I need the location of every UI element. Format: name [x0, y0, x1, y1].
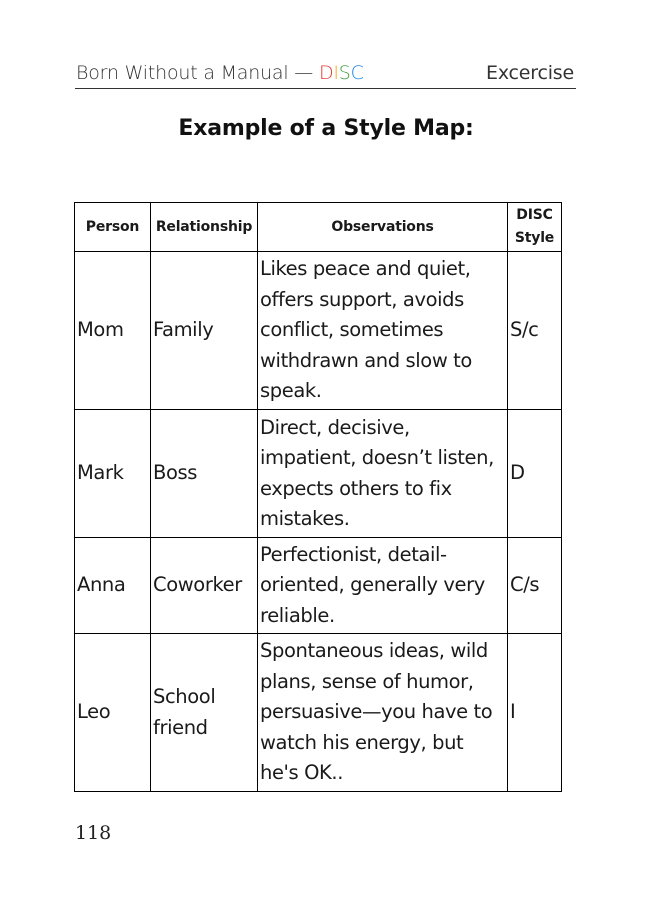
page-header — [75, 60, 576, 89]
book-title: Born Without a Manual — — [76, 62, 319, 84]
page-title: Example of a Style Map: — [178, 116, 474, 141]
observation-line: persuasive—you have to — [260, 700, 493, 724]
cell-person: Anna — [75, 538, 151, 634]
style-map-table — [74, 202, 562, 792]
relationship-line: friend — [153, 715, 208, 739]
observation-line: impatient, doesn’t listen, — [260, 446, 494, 469]
cell-disc-style: D — [508, 410, 562, 538]
table-row — [75, 252, 562, 410]
header-relationship: Relationship — [151, 203, 258, 252]
disc-letter-i: I — [333, 62, 339, 84]
cell-observations — [258, 410, 508, 538]
disc-letter-c: C — [350, 62, 364, 84]
observation-line: speak. — [260, 379, 322, 403]
cell-observations — [258, 634, 508, 792]
section-name: Excercise — [486, 62, 574, 84]
table-row — [75, 538, 562, 634]
cell-person: Leo — [75, 634, 151, 792]
table-row — [75, 410, 562, 538]
cell-relationship — [151, 634, 258, 792]
disc-letter-s: S — [338, 62, 351, 84]
observation-line: expects others to fix — [260, 476, 452, 500]
header-disc-style-line2: Style — [514, 230, 555, 246]
observation-line: withdrawn and slow to — [260, 348, 472, 372]
cell-relationship — [151, 410, 258, 538]
observation-line: oriented, generally very — [260, 573, 485, 597]
cell-disc-style: S/c — [508, 252, 562, 410]
observation-line: plans, sense of humor, — [260, 669, 474, 693]
cell-person: Mom — [75, 252, 151, 410]
header-observations: Observations — [258, 203, 508, 252]
observation-line: offers support, avoids — [260, 287, 464, 311]
cell-observations — [258, 252, 508, 410]
cell-relationship — [151, 252, 258, 410]
observation-line: Perfectionist, detail- — [260, 542, 447, 566]
table-header-row — [75, 203, 562, 252]
cell-observations — [258, 538, 508, 634]
relationship-line: Boss — [153, 461, 198, 485]
observation-line: reliable. — [260, 603, 335, 627]
cell-disc-style: C/s — [508, 538, 562, 634]
observation-line: Likes peace and quiet, — [260, 257, 471, 281]
header-person: Person — [75, 203, 151, 252]
observation-line: mistakes. — [260, 507, 350, 530]
header-disc-style-line1: DISC — [516, 207, 553, 223]
relationship-line: School — [153, 685, 216, 708]
relationship-line: Coworker — [153, 573, 242, 597]
observation-line: he's OK.. — [260, 761, 344, 785]
disc-letter-d: D — [318, 62, 334, 84]
running-title — [76, 62, 364, 84]
page-number: 118 — [75, 822, 112, 844]
observation-line: Spontaneous ideas, wild — [260, 639, 488, 663]
header-disc-style — [508, 203, 562, 252]
cell-disc-style: I — [508, 634, 562, 792]
observation-line: Direct, decisive, — [260, 415, 410, 439]
observation-line: watch his energy, but — [260, 730, 464, 754]
cell-person: Mark — [75, 410, 151, 538]
observation-line: conflict, sometimes — [260, 318, 444, 342]
cell-relationship — [151, 538, 258, 634]
table-row — [75, 634, 562, 792]
relationship-line: Family — [153, 318, 214, 342]
